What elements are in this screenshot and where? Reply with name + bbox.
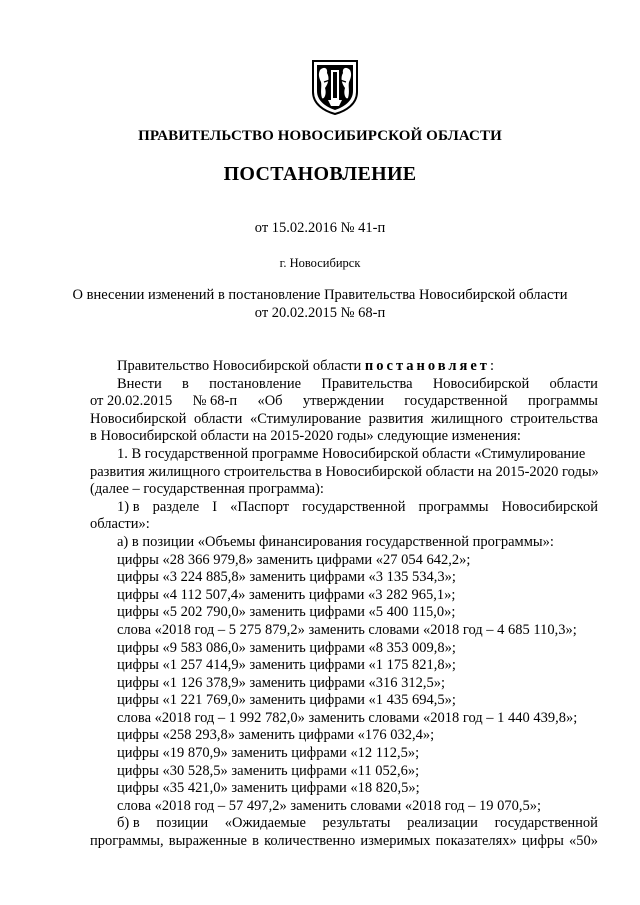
body-line: а) в позиции «Объемы финансирования государственной программы»: [117, 533, 554, 550]
resolution-intro: Правительство Новосибирской области постановляет: [117, 358, 494, 374]
body-line: 1. В государственной программе Новосибирской области «Стимулирование [117, 445, 586, 462]
body-line: от 20.02.2015 № 68-п «Об утверждении государственной программы [90, 393, 598, 410]
document-date-number: от 15.02.2016 № 41-п [254, 220, 386, 236]
document-type-title: ПОСТАНОВЛЕНИЕ [223, 163, 417, 185]
body-line: (далее – государственная программа): [90, 481, 324, 498]
document-city: г. Новосибирск [279, 256, 361, 270]
body-line: области»: [90, 516, 150, 533]
subject-line-1: О внесении изменений в постановление Правительства Новосибирской области [72, 287, 568, 303]
body-line: Новосибирской области «Стимулирование развития жилищного строительства [90, 410, 598, 427]
list-item: цифры «1 126 378,9» заменить цифрами «316 312,5»; [117, 674, 446, 691]
resolution-keyword: постановляет [364, 358, 490, 374]
government-name: ПРАВИТЕЛЬСТВО НОВОСИБИРСКОЙ ОБЛАСТИ [138, 128, 502, 144]
list-item: слова «2018 год – 5 275 879,2» заменить словами «2018 год – 4 685 110,3»; [117, 621, 577, 638]
list-item: цифры «3 224 885,8» заменить цифрами «3 135 534,3»; [117, 569, 456, 586]
list-item: цифры «9 583 086,0» заменить цифрами «8 353 009,8»; [117, 639, 456, 656]
body-line: б) в позиции «Ожидаемые результаты реализации государственной [117, 815, 598, 832]
list-item: цифры «35 421,0» заменить цифрами «18 820,5»; [117, 780, 420, 797]
subject-line-2: от 20.02.2015 № 68-п [254, 305, 386, 321]
body-line: программы, выраженные в количественно измеримых показателях» цифры «50» [90, 833, 598, 850]
list-item: цифры «4 112 507,4» заменить цифрами «3 282 965,1»; [117, 586, 456, 603]
document-body [90, 358, 598, 851]
list-item: цифры «5 202 790,0» заменить цифрами «5 400 115,0»; [117, 604, 456, 621]
list-item: цифры «258 293,8» заменить цифрами «176 032,4»; [117, 727, 435, 744]
coat-of-arms-emblem [310, 58, 360, 116]
list-item: цифры «30 528,5» заменить цифрами «11 052,6»; [117, 762, 420, 779]
document-subject [0, 286, 640, 322]
list-item: цифры «19 870,9» заменить цифрами «12 112,5»; [117, 745, 420, 762]
body-line: Внести в постановление Правительства Новосибирской области [117, 375, 598, 392]
body-line: 1) в разделе I «Паспорт государственной программы Новосибирской [117, 498, 598, 515]
list-item: цифры «1 221 769,0» заменить цифрами «1 435 694,5»; [117, 692, 456, 709]
list-item: слова «2018 год – 1 992 782,0» заменить словами «2018 год – 1 440 439,8»; [117, 709, 578, 726]
body-line: в Новосибирской области на 2015-2020 годы» следующие изменения: [90, 428, 521, 445]
list-item: слова «2018 год – 57 497,2» заменить словами «2018 год – 19 070,5»; [117, 797, 542, 814]
list-item: цифры «1 257 414,9» заменить цифрами «1 175 821,8»; [117, 657, 456, 674]
list-item: цифры «28 366 979,8» заменить цифрами «27 054 642,2»; [117, 551, 471, 568]
body-line: развития жилищного строительства в Новосибирской области на 2015-2020 годы» [90, 463, 599, 480]
